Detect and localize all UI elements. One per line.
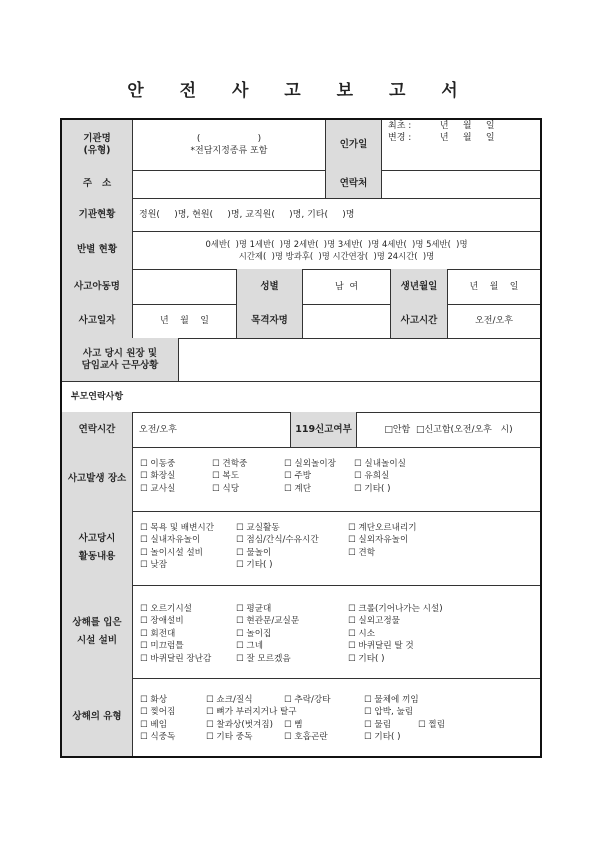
activity-checkbox-option[interactable]: ☐ 계단오르내리기 [348,523,417,533]
accident-place-options [140,458,464,495]
witness-label: 목격자명 [236,304,302,338]
equipment-checkbox-option[interactable]: ☐ 그네 [236,641,264,652]
activity-label-line1: 사고당시 [78,533,116,544]
org-name-field[interactable] [132,120,325,170]
place-checkbox-option[interactable]: ☐ 기타( ) [354,483,391,494]
activity-checkbox-option[interactable]: ☐ 낮잠 [140,560,168,571]
place-checkbox-option[interactable]: ☐ 교사실 [140,483,176,494]
class-status-label: 반별 현황 [62,231,132,269]
equipment-label-line1: 상해를 입은 [72,616,122,628]
place-checkbox-option[interactable]: ☐ 실내놀이실 [354,459,406,469]
page-title: 안 전 사 고 보 고 서 [127,81,473,101]
gender-label: 성별 [236,269,302,304]
equipment-checkbox-option[interactable]: ☐ 바퀴달린 탈 것 [348,641,414,652]
injury-checkbox-option[interactable]: ☐ 뼈가 부러지거나 탈구 [206,707,297,718]
accident-date-label: 사고일자 [62,304,132,338]
injury-checkbox-option[interactable]: ☐ 찔림 [418,719,446,730]
witness-field[interactable] [302,304,390,338]
call-119-label: 119신고여부 [290,412,356,447]
class-status-line1: 0세반( )명 1세반( )명 2세반( )명 3세반( )명 4세반( )명 5세반( )명 [205,239,468,249]
injury-checkbox-option[interactable]: ☐ 압박, 눌림 [364,707,414,718]
injury-checkbox-option[interactable]: ☐ 찰과상(벗겨짐) [206,719,273,730]
place-checkbox-option[interactable]: ☐ 주방 [284,471,312,482]
org-name-label-line2: (유형) [83,145,111,156]
activity-checkbox-option[interactable]: ☐ 놀이시설 설비 [140,547,203,558]
contact-time-field[interactable]: 오전/오후 [132,412,290,447]
approval-date-label: 인가일 [325,120,381,170]
activity-checkbox-option[interactable]: ☐ 교실활동 [236,523,280,533]
contact-field[interactable] [381,170,540,198]
equipment-checkbox-option[interactable]: ☐ 놀이집 [236,628,272,639]
place-checkbox-option[interactable]: ☐ 실외놀이장 [284,459,336,469]
equipment-checkbox-option[interactable]: ☐ 잘 모르겠음 [236,653,291,664]
injury-checkbox-option[interactable]: ☐ 물체에 끼임 [364,695,419,705]
equipment-checkbox-option[interactable]: ☐ 회전대 [140,628,176,639]
birthdate-field[interactable]: 년 월 일 [447,269,540,304]
equipment-checkbox-option[interactable]: ☐ 크롤(기어나가는 시설) [348,604,443,614]
activity-checkbox-option[interactable]: ☐ 실외자유놀이 [348,535,409,546]
staff-duty-label-line1: 사고 당시 원장 및 [82,347,158,359]
org-status-field[interactable]: 정원( )명, 현원( )명, 교직원( )명, 기타( )명 [132,198,540,231]
birthdate-label: 생년월일 [390,269,447,304]
place-checkbox-option[interactable]: ☐ 계단 [284,483,312,494]
approval-first-date: 최초 : 년 월 일 [388,121,495,131]
accident-date-field[interactable]: 년 월 일 [132,304,236,338]
parent-contact-label: 부모연락사항 [70,391,124,402]
equipment-checkbox-option[interactable]: ☐ 바퀴달린 장난감 [140,653,212,664]
injury-checkbox-option[interactable]: ☐ 화상 [140,695,168,705]
equipment-checkbox-option[interactable]: ☐ 장애설비 [140,616,184,627]
activity-checkbox-option[interactable]: ☐ 점심/간식/수유시간 [236,535,319,546]
place-checkbox-option[interactable]: ☐ 유희실 [354,471,390,482]
activity-label [62,511,132,585]
injury-checkbox-option[interactable]: ☐ 식중독 [140,732,176,743]
activity-checkbox-option[interactable]: ☐ 물놀이 [236,547,272,558]
injury-checkbox-option[interactable]: ☐ 쇼크/질식 [206,695,253,705]
org-name-label [62,120,132,170]
org-type-note: *전담지정종류 포함 [190,146,268,156]
call-119-field[interactable]: □안함 □신고함(오전/오후 시) [356,412,540,447]
equipment-label [62,585,132,678]
equipment-checkbox-option[interactable]: ☐ 기타( ) [348,653,385,664]
org-name-parentheses: ( ) [196,134,262,144]
injury-checkbox-option [284,706,364,718]
parent-contact-field[interactable] [132,381,540,412]
child-name-field[interactable] [132,269,236,304]
activity-options [140,522,498,572]
equipment-options [140,603,498,665]
staff-duty-field[interactable] [178,338,540,381]
injury-type-options [140,694,478,744]
address-label: 주 소 [62,170,132,198]
address-field[interactable] [132,170,325,198]
place-checkbox-option[interactable]: ☐ 화장실 [140,471,176,482]
class-status-field[interactable] [132,231,540,269]
accident-time-label: 사고시간 [390,304,447,338]
accident-report-form [60,118,542,758]
activity-checkbox-option[interactable]: ☐ 목욕 및 배변시간 [140,523,215,533]
gender-field[interactable]: 남 여 [302,269,390,304]
staff-duty-label [62,338,178,381]
equipment-checkbox-option[interactable]: ☐ 시소 [348,628,376,639]
injury-checkbox-option[interactable]: ☐ 추락/강타 [284,695,331,705]
equipment-label-line2: 시설 설비 [76,634,117,646]
place-checkbox-option[interactable]: ☐ 식당 [212,483,240,494]
activity-label-line2: 활동내용 [78,551,116,562]
equipment-checkbox-option[interactable]: ☐ 평균대 [236,604,272,614]
contact-time-label: 연락시간 [62,412,132,447]
injury-checkbox-option [418,706,478,718]
place-checkbox-option[interactable]: ☐ 복도 [212,471,240,482]
activity-checkbox-option [348,559,498,571]
injury-checkbox-option[interactable]: ☐ 기타 중독 [206,732,253,743]
injury-checkbox-option[interactable]: ☐ 물림 [364,719,392,730]
contact-label: 연락처 [325,170,381,198]
equipment-checkbox-option[interactable]: ☐ 미끄럼틀 [140,641,184,652]
child-name-label: 사고아동명 [62,269,132,304]
equipment-checkbox-option[interactable]: ☐ 오르기시설 [140,604,192,614]
injury-checkbox-option[interactable]: ☐ 호흡곤란 [284,732,328,743]
approval-date-field[interactable] [381,120,540,170]
injury-type-label: 상해의 유형 [62,678,132,756]
injury-checkbox-option[interactable]: ☐ 베임 [140,719,168,730]
staff-duty-label-line2: 담임교사 근무상황 [81,359,159,371]
activity-checkbox-option[interactable]: ☐ 실내자유놀이 [140,535,201,546]
accident-place-label: 사고발생 장소 [62,447,132,511]
org-status-label: 기관현황 [62,198,132,231]
approval-change-date: 변경 : 년 월 일 [388,133,495,143]
class-status-line2: 시간제( )명 방과후( )명 시간연장( )명 24시간( )명 [238,251,435,261]
injury-checkbox-option [418,694,478,706]
activity-checkbox-option[interactable]: ☐ 기타( ) [236,560,273,571]
place-checkbox-option[interactable]: ☐ 견학중 [212,459,248,469]
injury-checkbox-option[interactable]: ☐ 삠 [284,719,303,730]
accident-time-field[interactable]: 오전/오후 [447,304,540,338]
equipment-checkbox-option[interactable]: ☐ 실외고정물 [348,616,400,627]
injury-checkbox-option[interactable]: ☐ 찢어짐 [140,707,176,718]
equipment-checkbox-option[interactable]: ☐ 현관문/교실문 [236,616,300,627]
activity-checkbox-option[interactable]: ☐ 견학 [348,547,376,558]
place-checkbox-option[interactable]: ☐ 이동중 [140,459,176,469]
org-name-label-line1: 기관명 [83,133,111,144]
injury-checkbox-option [418,731,478,743]
injury-checkbox-option[interactable]: ☐ 기타( ) [364,732,401,743]
